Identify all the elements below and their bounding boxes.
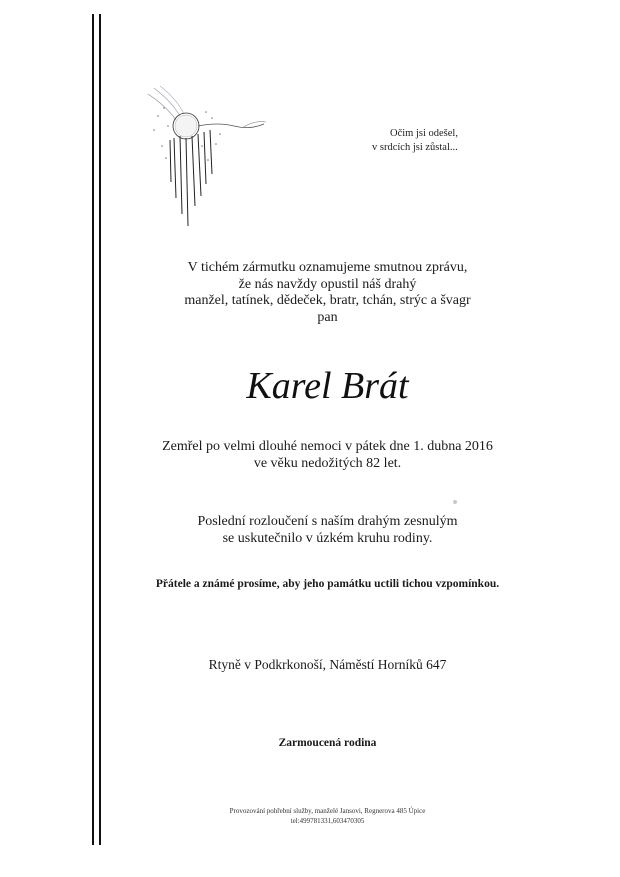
decorative-dot — [453, 500, 457, 504]
death-line-2: ve věku nedožitých 82 let. — [253, 456, 402, 471]
family-signature: Zarmoucená rodina — [278, 737, 377, 749]
footer-line-2: tel:499781331,603470305 — [290, 816, 365, 825]
death-line-1: Zemřel po velmi dlouhé nemoci v pátek dne 1. dubna 2016 — [162, 439, 493, 454]
motto — [372, 127, 492, 155]
death-notice — [100, 438, 555, 472]
motto-line-2: v srdcích jsi zůstal... — [372, 142, 458, 153]
remembrance-request: Přátele a známé prosíme, aby jeho památku uctili tichou vzpomínkou. — [155, 578, 500, 590]
address: Rtyně v Podkrkonoší, Náměstí Horníků 647 — [208, 657, 447, 672]
funeral-service-footer — [100, 807, 555, 826]
footer-line-1: Provozování pohřební služby, manželé Jansovi, Regnerova 485 Úpice — [229, 807, 426, 815]
deceased-name: Karel Brát — [246, 365, 409, 407]
border-line-left — [92, 14, 94, 845]
intro-line-2: že nás navždy opustil náš drahý — [238, 276, 417, 292]
motto-line-1: Očim jsi odešel, — [390, 128, 458, 139]
border-line-right — [99, 14, 101, 845]
intro-line-1: V tichém zármutku oznamujeme smutnou zprávu, — [187, 260, 468, 275]
farewell-notice — [100, 513, 555, 547]
announcement-intro — [100, 260, 555, 326]
farewell-line-1: Poslední rozloučení s naším drahým zesnulým — [197, 514, 458, 529]
intro-line-3: manžel, tatínek, dědeček, bratr, tchán, strýc a švagr — [184, 293, 471, 308]
memorial-illustration — [146, 86, 270, 230]
farewell-line-2: se uskutečnilo v úzkém kruhu rodiny. — [222, 531, 433, 546]
intro-line-4: pan — [317, 309, 338, 325]
